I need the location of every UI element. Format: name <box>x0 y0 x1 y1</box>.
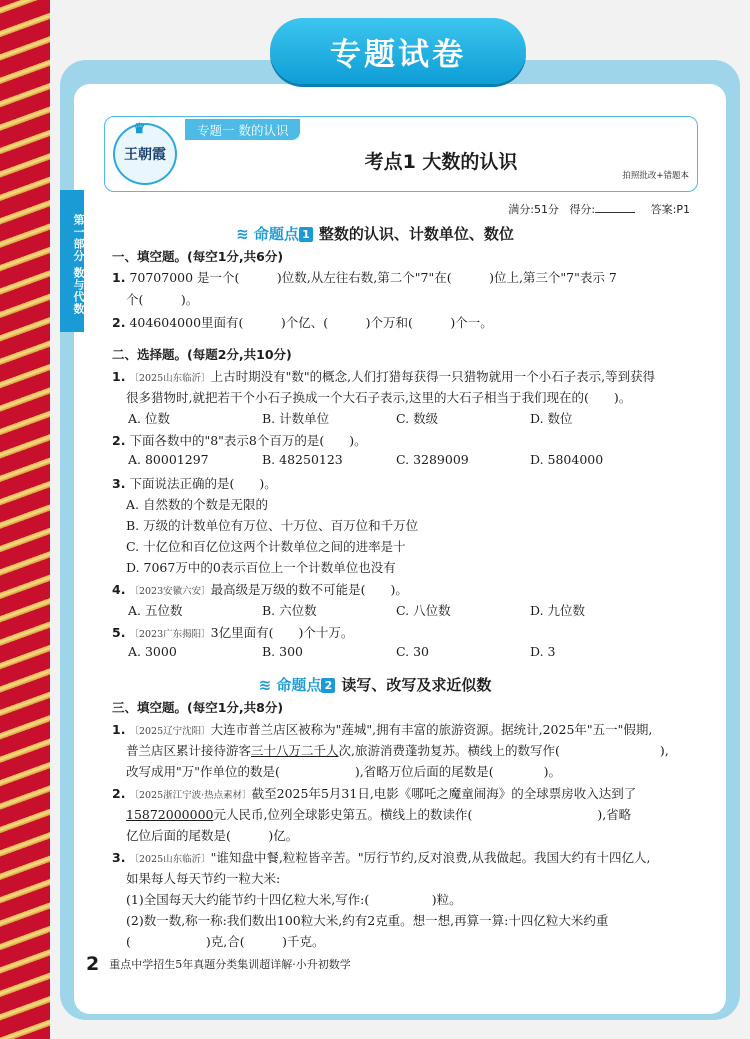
question-line: 1. 〔2025山东临沂〕上古时期没有"数"的概念,人们打猎每获得一只猎物就用一个小石子表示,等到获得 <box>112 369 656 384</box>
option-line: C. 十亿位和百亿位这两个计数单位之间的进率是十 <box>126 539 406 554</box>
option-line: A. 自然数的个数是无限的 <box>126 497 268 512</box>
question-line: 15872000000元人民币,位列全球影史第五。横线上的数读作( ),省略 <box>126 807 632 822</box>
answer-ref: 答案:P1 <box>650 203 690 216</box>
question-line: 5. 〔2023广东揭阳〕3亿里面有( )个十万。 <box>112 625 354 640</box>
question-line: 2. 下面各数中的"8"表示8个百万的是( )。 <box>112 433 367 448</box>
decorative-ribbon <box>0 0 50 1039</box>
option-line: D. 7067万中的0表示百位上一个计数单位也没有 <box>126 560 396 575</box>
question-line: 亿位后面的尾数是( )亿。 <box>126 828 299 843</box>
section-heading: 二、选择题。(每题2分,共10分) <box>112 347 292 362</box>
wave-icon: ≋ <box>236 225 254 243</box>
options-row: A. 五位数 B. 六位数 C. 八位数 D. 九位数 <box>128 603 586 618</box>
question-line: ( )克,合( )千克。 <box>126 934 325 949</box>
options-row: A. 3000 B. 300 C. 30 D. 3 <box>128 644 556 659</box>
page-number: 2 <box>86 953 100 975</box>
question-line: 1. 70707000 是一个( )位数,从左往右数,第二个"7"在( )位上,第三个"7"表示 7 <box>112 270 617 285</box>
score-blank[interactable] <box>595 212 635 213</box>
proposition-heading <box>0 223 750 244</box>
proposition-number: 2 <box>321 678 335 693</box>
section-heading: 三、填空题。(每空1分,共8分) <box>112 700 284 715</box>
logo-text: 王朝霞 <box>124 147 166 163</box>
crown-icon: ♛ <box>133 121 146 137</box>
option-line: B. 万级的计数单位有万位、十万位、百万位和千万位 <box>126 518 419 533</box>
question-line: 1. 〔2025辽宁沈阳〕大连市普兰店区被称为"莲城",拥有丰富的旅游资源。据统计,2025年"五一"假期, <box>112 722 653 737</box>
full-score: 满分:51分 <box>508 203 559 216</box>
question-line: 改写成用"万"作单位的数是( ),省略万位后面的尾数是( )。 <box>126 764 561 779</box>
question-line: 如果每人每天节约一粒大米: <box>126 871 281 886</box>
header-subtitle: 拍照批改+错题本 <box>622 171 689 181</box>
question-line: 很多猎物时,就把若干个小石子换成一个大石子表示,这里的大石子相当于我们现在的( )。 <box>126 390 632 405</box>
topic-header <box>104 116 698 192</box>
question-line: 个( )。 <box>126 292 199 307</box>
score-line <box>508 201 690 217</box>
page-title: 考点1 大数的认识 <box>364 151 518 173</box>
score-label: 得分: <box>569 203 596 216</box>
question-line: (1)全国每天大约能节约十四亿粒大米,写作:( )粒。 <box>126 892 462 907</box>
proposition-label: 命题点 <box>276 676 322 694</box>
question-line: 2. 404604000里面有( )个亿、( )个万和( )个一。 <box>112 315 493 330</box>
proposition-number: 1 <box>299 227 313 242</box>
topic-tag: 专题一 数的认识 <box>185 119 300 140</box>
publisher-logo <box>113 123 177 185</box>
footer-text: 重点中学招生5年真题分类集训超详解·小升初数学 <box>109 958 351 971</box>
options-row: A. 80001297 B. 48250123 C. 3289009 D. 5804000 <box>128 452 604 467</box>
page-footer <box>86 953 351 975</box>
side-tab: 第一部分 数与代数 <box>60 190 84 332</box>
question-line: 4. 〔2023安徽六安〕最高级是万级的数不可能是( )。 <box>112 582 408 597</box>
banner <box>270 18 526 84</box>
proposition-label: 命题点 <box>253 225 299 243</box>
proposition-title: 整数的认识、计数单位、数位 <box>318 225 514 243</box>
section-heading: 一、填空题。(每空1分,共6分) <box>112 249 284 264</box>
question-line: 3. 下面说法正确的是( )。 <box>112 476 277 491</box>
question-line: 3. 〔2025山东临沂〕"谁知盘中餐,粒粒皆辛苦。"厉行节约,反对浪费,从我做起。我国大约有十四亿人, <box>112 850 651 865</box>
proposition-heading <box>0 674 750 695</box>
proposition-title: 读写、改写及求近似数 <box>341 676 492 694</box>
wave-icon: ≋ <box>258 676 277 694</box>
banner-title: 专题试卷 <box>330 36 466 73</box>
options-row: A. 位数 B. 计数单位 C. 数级 D. 数位 <box>128 411 573 426</box>
question-line: 2. 〔2025浙江宁波·热点素材〕截至2025年5月31日,电影《哪吒之魔童闹海》的全球票房收入达到了 <box>112 786 637 801</box>
question-line: (2)数一数,称一称:我们数出100粒大米,约有2克重。想一想,再算一算:十四亿粒大米约重 <box>126 913 609 928</box>
question-line: 普兰店区累计接待游客三十八万二千人次,旅游消费蓬勃复苏。横线上的数写作( ), <box>126 743 669 758</box>
